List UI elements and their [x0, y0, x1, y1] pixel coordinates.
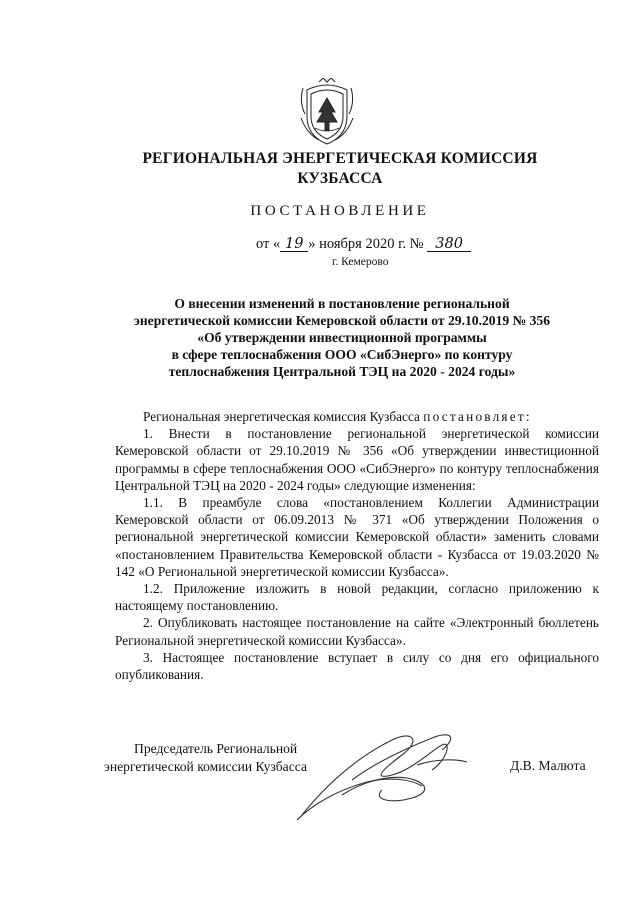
- date-day: 19: [280, 237, 308, 252]
- position-line: Председатель Региональной: [134, 741, 298, 756]
- coat-of-arms-icon: [297, 78, 357, 148]
- title-line: теплоснабжения Центральной ТЭЦ на 2020 - 2024 годы»: [168, 364, 516, 379]
- position-line: энергетической комиссии Кузбасса: [104, 759, 307, 774]
- organization-region: КУЗБАССА: [297, 170, 383, 187]
- paragraph-2: 2. Опубликовать настоящее постановление на сайте «Электронный бюллетень Региональной энергетической комиссии Кузбасса».: [115, 615, 599, 648]
- signatory-name: Д.В. Малюта: [510, 758, 586, 773]
- title-line: «Об утверждении инвестиционной программы: [197, 330, 487, 345]
- date-mid: » ноября 2020 г. №: [308, 236, 424, 252]
- intro-action: постановляет:: [423, 409, 532, 424]
- paragraph-1: 1. Внести в постановление региональной энергетической комиссии Кемеровской области от 29.10.2019 № 356 «Об утверждении инвестиционной программы в сфере теплоснабжения ООО «СибЭнерго» по контуру теплоснабжения Центральной ТЭЦ на 2020 - 2024 годы» следующие изменения:: [115, 426, 599, 493]
- document-city: г. Кемерово: [332, 256, 389, 268]
- signatory-position: [104, 740, 307, 776]
- document-date-line: [256, 236, 471, 253]
- title-line: О внесении изменений в постановление региональной: [174, 296, 510, 311]
- title-line: энергетической комиссии Кемеровской области от 29.10.2019 № 356: [133, 313, 551, 328]
- document-title: [108, 295, 576, 380]
- date-prefix: от «: [256, 236, 281, 252]
- handwritten-signature: [282, 720, 482, 830]
- organization-name: РЕГИОНАЛЬНАЯ ЭНЕРГЕТИЧЕСКАЯ КОМИССИЯ: [142, 150, 538, 167]
- intro-text: Региональная энергетическая комиссия Кузбасса: [143, 409, 420, 424]
- intro-paragraph: [115, 408, 599, 425]
- paragraph-1-1: 1.1. В преамбуле слова «постановлением Коллегии Администрации Кемеровской области от 06.09.2013 № 371 «Об утверждении Положения о региональной энергетической комиссии Кемеровской области» заменить словами «постановлением Правительства Кемеровской области - Кузбасса от 19.03.2020 № 142 «О Региональной энергетической комиссии Кузбасса».: [115, 495, 599, 579]
- document-type: ПОСТАНОВЛЕНИЕ: [250, 203, 430, 219]
- paragraph-1-2: 1.2. Приложение изложить в новой редакции, согласно приложению к настоящему постановлению.: [115, 581, 599, 614]
- paragraph-3: 3. Настоящее постановление вступает в силу со дня его официального опубликования.: [115, 649, 599, 683]
- document-body: [115, 408, 599, 683]
- title-line: в сфере теплоснабжения ООО «СибЭнерго» по контуру: [171, 347, 513, 362]
- document-number: 380: [427, 237, 471, 252]
